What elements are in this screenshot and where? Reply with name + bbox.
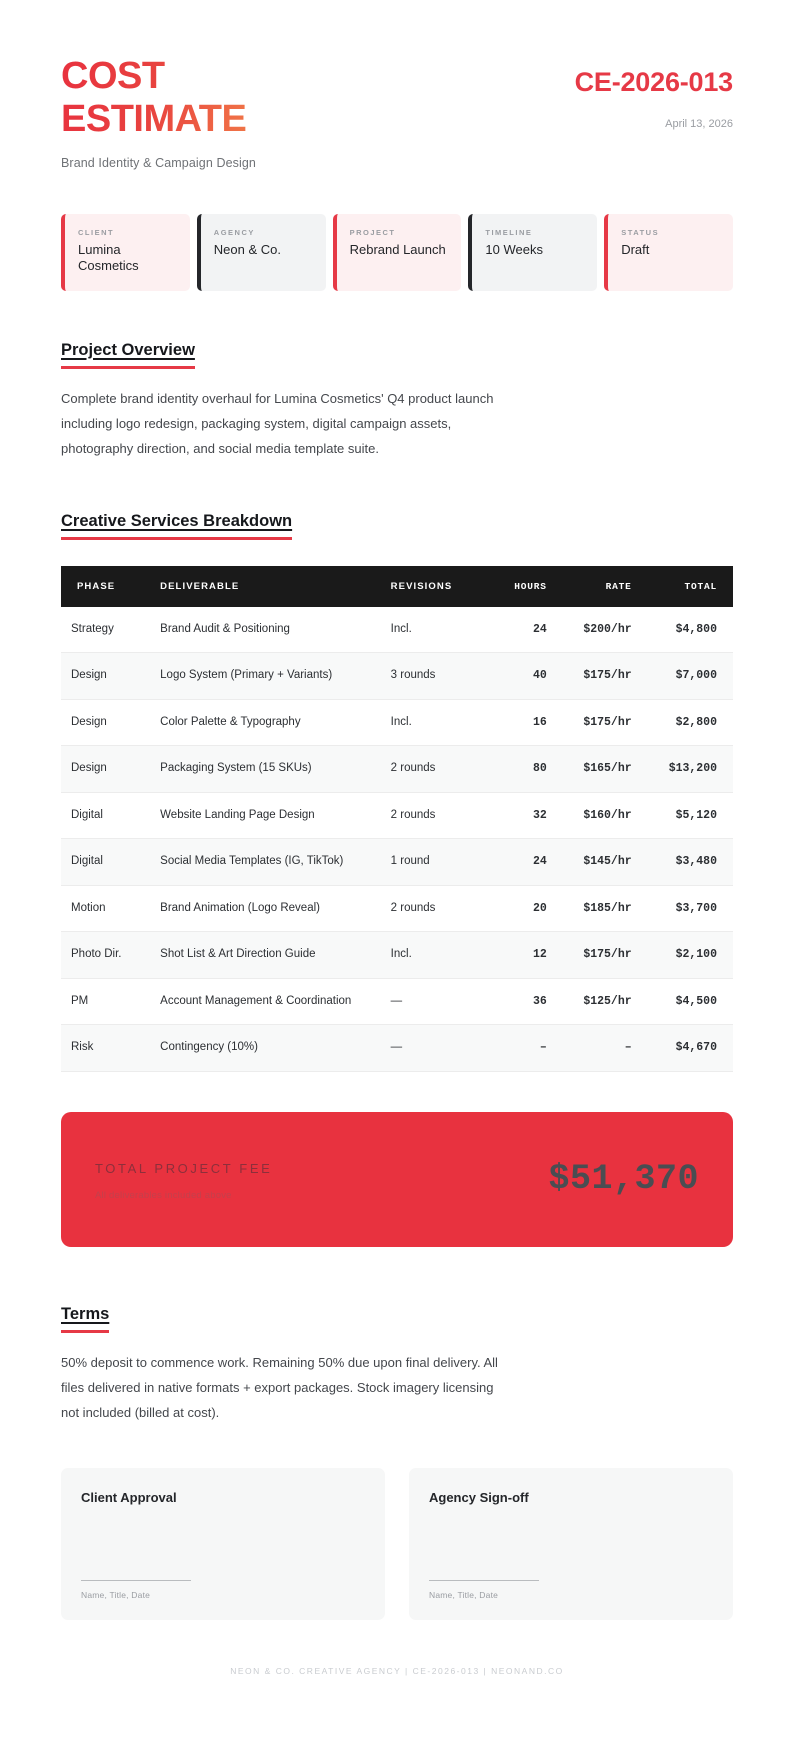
cell-total: $4,500 bbox=[642, 978, 733, 1025]
table-row bbox=[61, 1025, 733, 1072]
total-fee-label: TOTAL PROJECT FEE bbox=[95, 1161, 273, 1177]
cell-phase: Risk bbox=[61, 1025, 150, 1072]
cell-rate: $185/hr bbox=[557, 885, 642, 932]
header-left bbox=[61, 55, 391, 170]
cell-revisions: 1 round bbox=[381, 839, 485, 886]
cell-hours: 36 bbox=[485, 978, 557, 1025]
column-header-phase: PHASE bbox=[61, 566, 150, 607]
total-fee-amount: $51,370 bbox=[548, 1159, 699, 1200]
total-project-fee-banner bbox=[61, 1112, 733, 1247]
meta-card-label: TIMELINE bbox=[485, 227, 533, 237]
cell-total: $4,800 bbox=[642, 607, 733, 653]
cell-phase: Strategy bbox=[61, 607, 150, 653]
table-row bbox=[61, 839, 733, 886]
column-header-total: TOTAL bbox=[642, 566, 733, 607]
signature-title: Client Approval bbox=[81, 1489, 177, 1505]
cell-phase: Digital bbox=[61, 839, 150, 886]
meta-card-label: AGENCY bbox=[213, 227, 255, 237]
meta-card-timeline bbox=[468, 214, 597, 291]
cell-total: $3,480 bbox=[642, 839, 733, 886]
cell-rate: $200/hr bbox=[557, 607, 642, 653]
meta-card-row bbox=[61, 214, 733, 291]
signature-title: Agency Sign-off bbox=[429, 1489, 529, 1505]
signature-card-client bbox=[61, 1468, 385, 1620]
header-right bbox=[575, 55, 733, 130]
table-row bbox=[61, 699, 733, 746]
services-table-wrap bbox=[61, 566, 733, 1072]
table-row bbox=[61, 653, 733, 700]
cell-rate: $125/hr bbox=[557, 978, 642, 1025]
cell-total: $2,800 bbox=[642, 699, 733, 746]
meta-card-value: Rebrand Launch bbox=[349, 241, 446, 257]
cell-phase: Digital bbox=[61, 792, 150, 839]
cell-phase: Photo Dir. bbox=[61, 932, 150, 979]
meta-card-value: 10 Weeks bbox=[485, 241, 543, 257]
cell-phase: Design bbox=[61, 746, 150, 793]
cell-revisions: — bbox=[381, 1025, 485, 1072]
terms-text: 50% deposit to commence work. Remaining 50% due upon final delivery. All files delivered in native formats + export packages. Stock imagery licensing not included (billed at cost). bbox=[61, 1354, 498, 1420]
project-overview-section bbox=[61, 341, 733, 462]
cell-revisions: Incl. bbox=[381, 607, 485, 653]
cell-hours: 20 bbox=[485, 885, 557, 932]
cell-hours: 80 bbox=[485, 746, 557, 793]
cell-total: $3,700 bbox=[642, 885, 733, 932]
cell-revisions: 3 rounds bbox=[381, 653, 485, 700]
doc-title-line-1: COST bbox=[61, 55, 165, 97]
cell-revisions: 2 rounds bbox=[381, 885, 485, 932]
meta-card-label: PROJECT bbox=[349, 227, 396, 237]
cell-deliverable: Shot List & Art Direction Guide bbox=[150, 932, 381, 979]
section-heading-terms: Terms bbox=[61, 1305, 109, 1333]
meta-card-agency bbox=[197, 214, 326, 291]
signature-caption: Name, Title, Date bbox=[81, 1589, 151, 1600]
cell-rate: $175/hr bbox=[557, 932, 642, 979]
services-table-head bbox=[61, 566, 733, 607]
table-row bbox=[61, 607, 733, 653]
cell-deliverable: Packaging System (15 SKUs) bbox=[150, 746, 381, 793]
cell-deliverable: Account Management & Coordination bbox=[150, 978, 381, 1025]
table-row bbox=[61, 978, 733, 1025]
meta-card-client bbox=[61, 214, 190, 291]
services-table bbox=[61, 566, 733, 1072]
total-banner-left bbox=[95, 1157, 272, 1201]
cell-revisions: Incl. bbox=[381, 699, 485, 746]
column-header-hours: HOURS bbox=[485, 566, 557, 607]
cell-hours: 32 bbox=[485, 792, 557, 839]
cell-revisions: — bbox=[381, 978, 485, 1025]
cell-revisions: 2 rounds bbox=[381, 792, 485, 839]
signature-line[interactable] bbox=[429, 1580, 539, 1600]
section-heading-overview: Project Overview bbox=[61, 341, 195, 369]
cell-hours: – bbox=[485, 1025, 557, 1072]
table-row bbox=[61, 792, 733, 839]
table-row bbox=[61, 746, 733, 793]
meta-card-label: STATUS bbox=[621, 227, 660, 237]
column-header-revisions: REVISIONS bbox=[381, 566, 485, 607]
cell-hours: 40 bbox=[485, 653, 557, 700]
cell-deliverable: Brand Audit & Positioning bbox=[150, 607, 381, 653]
cell-hours: 16 bbox=[485, 699, 557, 746]
cell-phase: Design bbox=[61, 699, 150, 746]
cell-total: $5,120 bbox=[642, 792, 733, 839]
terms-section bbox=[61, 1305, 733, 1426]
cell-revisions: Incl. bbox=[381, 932, 485, 979]
services-table-body bbox=[61, 607, 733, 1072]
cell-rate: $175/hr bbox=[557, 699, 642, 746]
cell-deliverable: Contingency (10%) bbox=[150, 1025, 381, 1072]
signature-row bbox=[61, 1468, 733, 1620]
column-header-deliverable: DELIVERABLE bbox=[150, 566, 381, 607]
cell-deliverable: Social Media Templates (IG, TikTok) bbox=[150, 839, 381, 886]
column-header-rate: RATE bbox=[557, 566, 642, 607]
cell-hours: 24 bbox=[485, 839, 557, 886]
cell-hours: 12 bbox=[485, 932, 557, 979]
signature-card-agency bbox=[409, 1468, 733, 1620]
cell-rate: – bbox=[557, 1025, 642, 1072]
cell-rate: $145/hr bbox=[557, 839, 642, 886]
document-footer: NEON & CO. CREATIVE AGENCY | CE-2026-013 | NEONAND.CO bbox=[230, 1665, 564, 1676]
table-row bbox=[61, 932, 733, 979]
cell-phase: PM bbox=[61, 978, 150, 1025]
section-heading-breakdown: Creative Services Breakdown bbox=[61, 512, 292, 540]
cell-total: $4,670 bbox=[642, 1025, 733, 1072]
cell-deliverable: Color Palette & Typography bbox=[150, 699, 381, 746]
document-number: CE-2026-013 bbox=[574, 67, 733, 97]
meta-card-value: Lumina Cosmetics bbox=[78, 241, 139, 274]
table-row bbox=[61, 885, 733, 932]
project-overview-text: Complete brand identity overhaul for Lumina Cosmetics' Q4 product launch including logo redesign, packaging system, digital campaign assets, photography direction, and social media template suite. bbox=[61, 390, 494, 456]
cell-phase: Motion bbox=[61, 885, 150, 932]
cell-deliverable: Brand Animation (Logo Reveal) bbox=[150, 885, 381, 932]
doc-title-line-2: ESTIMATE bbox=[61, 98, 247, 141]
meta-card-project bbox=[333, 214, 462, 291]
document-header bbox=[61, 0, 733, 170]
page-title bbox=[61, 55, 301, 142]
meta-card-value: Neon & Co. bbox=[213, 241, 281, 257]
cell-revisions: 2 rounds bbox=[381, 746, 485, 793]
cell-deliverable: Logo System (Primary + Variants) bbox=[150, 653, 381, 700]
cell-rate: $160/hr bbox=[557, 792, 642, 839]
cell-total: $2,100 bbox=[642, 932, 733, 979]
meta-card-status bbox=[604, 214, 733, 291]
services-breakdown-section bbox=[61, 512, 733, 1072]
signature-caption: Name, Title, Date bbox=[429, 1589, 499, 1600]
signature-line[interactable] bbox=[81, 1580, 191, 1600]
cell-hours: 24 bbox=[485, 607, 557, 653]
meta-card-value: Draft bbox=[621, 241, 650, 257]
meta-card-label: CLIENT bbox=[78, 227, 115, 237]
cell-rate: $175/hr bbox=[557, 653, 642, 700]
table-header-row bbox=[61, 566, 733, 607]
cell-total: $13,200 bbox=[642, 746, 733, 793]
cell-phase: Design bbox=[61, 653, 150, 700]
total-fee-sublabel: All deliverables included above bbox=[95, 1190, 232, 1202]
cell-deliverable: Website Landing Page Design bbox=[150, 792, 381, 839]
cell-total: $7,000 bbox=[642, 653, 733, 700]
cell-rate: $165/hr bbox=[557, 746, 642, 793]
document-date: April 13, 2026 bbox=[665, 118, 733, 130]
document-subtitle: Brand Identity & Campaign Design bbox=[61, 155, 256, 170]
